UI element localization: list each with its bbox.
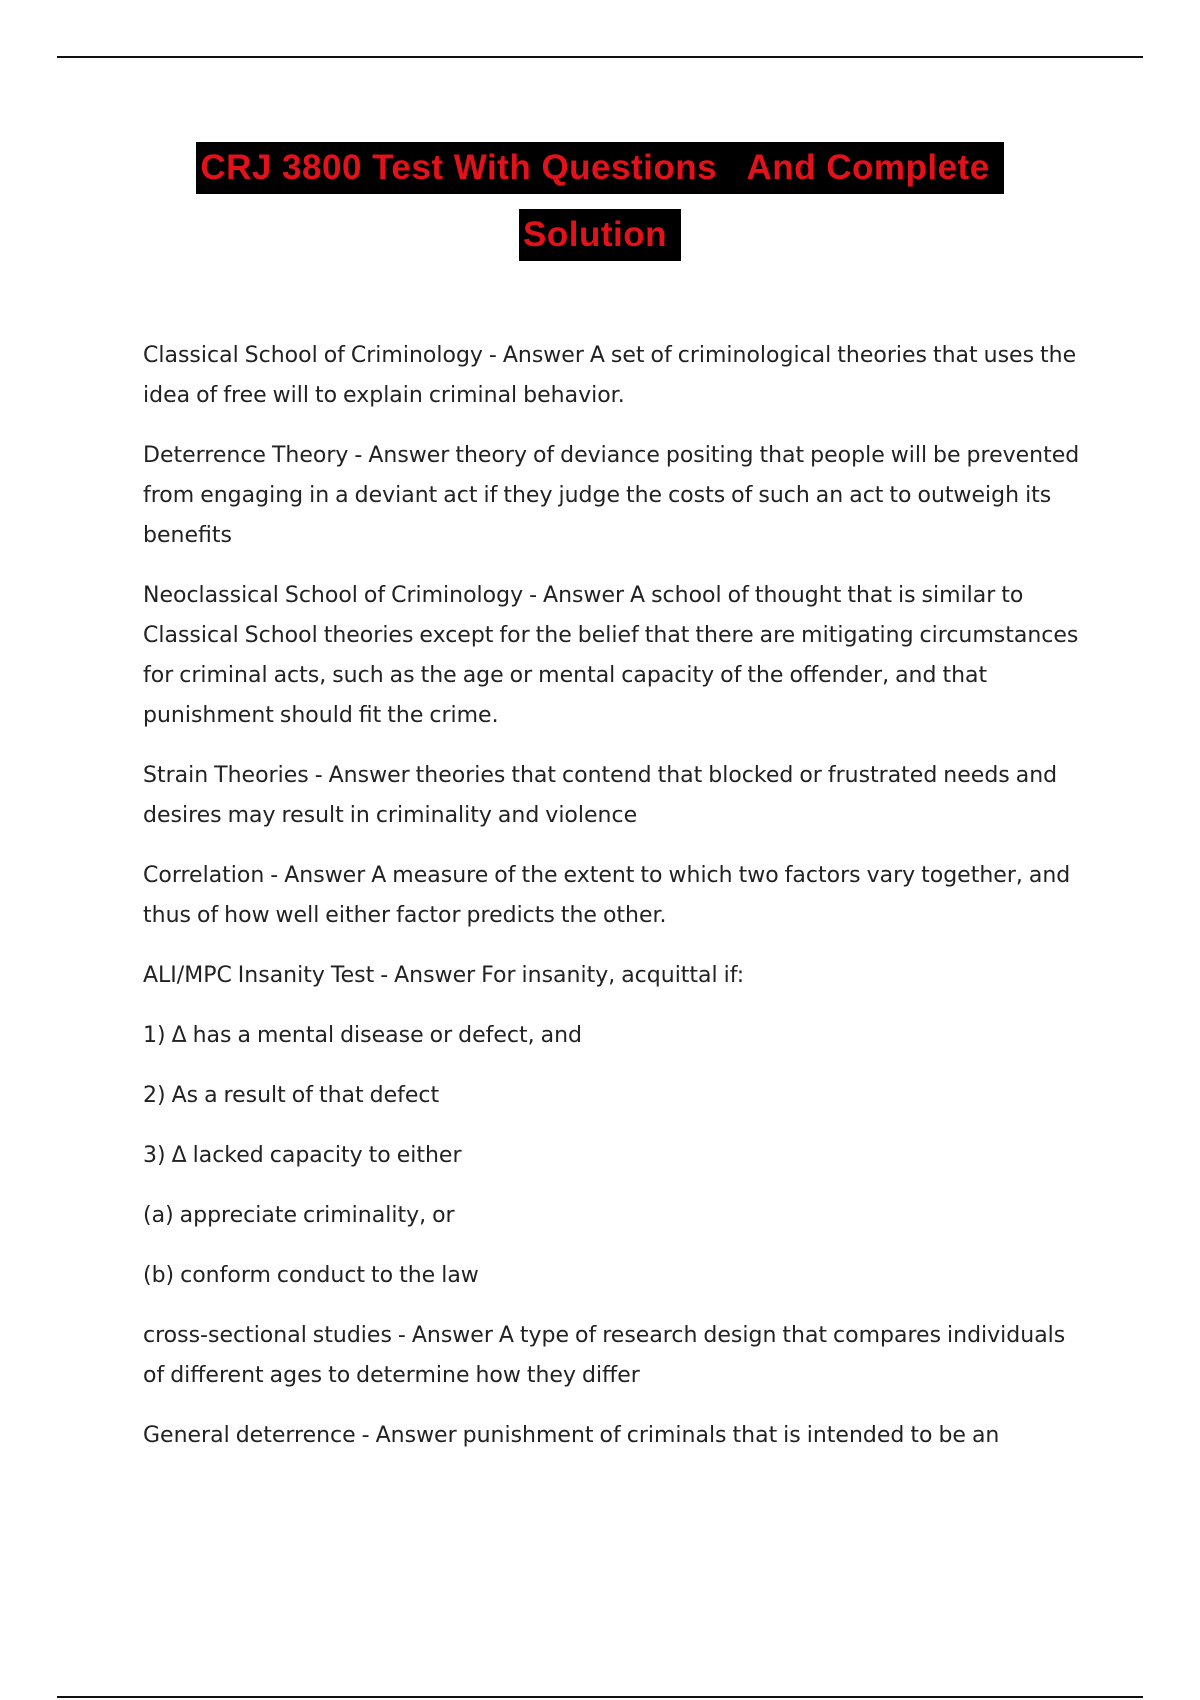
- document-title: [0, 142, 1200, 261]
- list-item-insanity-1: 1) Δ has a mental disease or defect, and: [143, 1023, 583, 1048]
- title-line-2: Solution: [519, 209, 681, 261]
- footer-rule: [57, 1696, 1143, 1698]
- title-line-1: CRJ 3800 Test With Questions And Complete: [196, 142, 1003, 194]
- paragraph-classical-school: Classical School of Criminology - Answer A set of criminological theories that uses the idea of free will to explain criminal behavior.: [143, 343, 1077, 408]
- header-rule: [57, 56, 1143, 58]
- paragraph-cross-sectional: cross-sectional studies - Answer A type of research design that compares individuals of different ages to determine how they differ: [143, 1323, 1066, 1388]
- list-item-insanity-2: 2) As a result of that defect: [143, 1083, 440, 1108]
- list-item-insanity-3a: (a) appreciate criminality, or: [143, 1203, 455, 1228]
- paragraph-strain-theories: Strain Theories - Answer theories that contend that blocked or frustrated needs and desires may result in criminality and violence: [143, 763, 1058, 828]
- paragraph-correlation: Correlation - Answer A measure of the extent to which two factors vary together, and thus of how well either factor predicts the other.: [143, 863, 1071, 928]
- document-body: [143, 336, 1088, 1476]
- paragraph-insanity-test: ALI/MPC Insanity Test - Answer For insanity, acquittal if:: [143, 963, 745, 988]
- list-item-insanity-3: 3) Δ lacked capacity to either: [143, 1143, 462, 1168]
- paragraph-general-deterrence: General deterrence - Answer punishment of criminals that is intended to be an: [143, 1423, 1000, 1448]
- paragraph-deterrence-theory: Deterrence Theory - Answer theory of deviance positing that people will be prevented from engaging in a deviant act if they judge the costs of such an act to outweigh its benefits: [143, 443, 1080, 548]
- list-item-insanity-3b: (b) conform conduct to the law: [143, 1263, 479, 1288]
- paragraph-neoclassical-school: Neoclassical School of Criminology - Answer A school of thought that is similar to Classical School theories except for the belief that there are mitigating circumstances for criminal acts, such as the age or mental capacity of the offender, and that punishment should fit the crime.: [143, 583, 1079, 728]
